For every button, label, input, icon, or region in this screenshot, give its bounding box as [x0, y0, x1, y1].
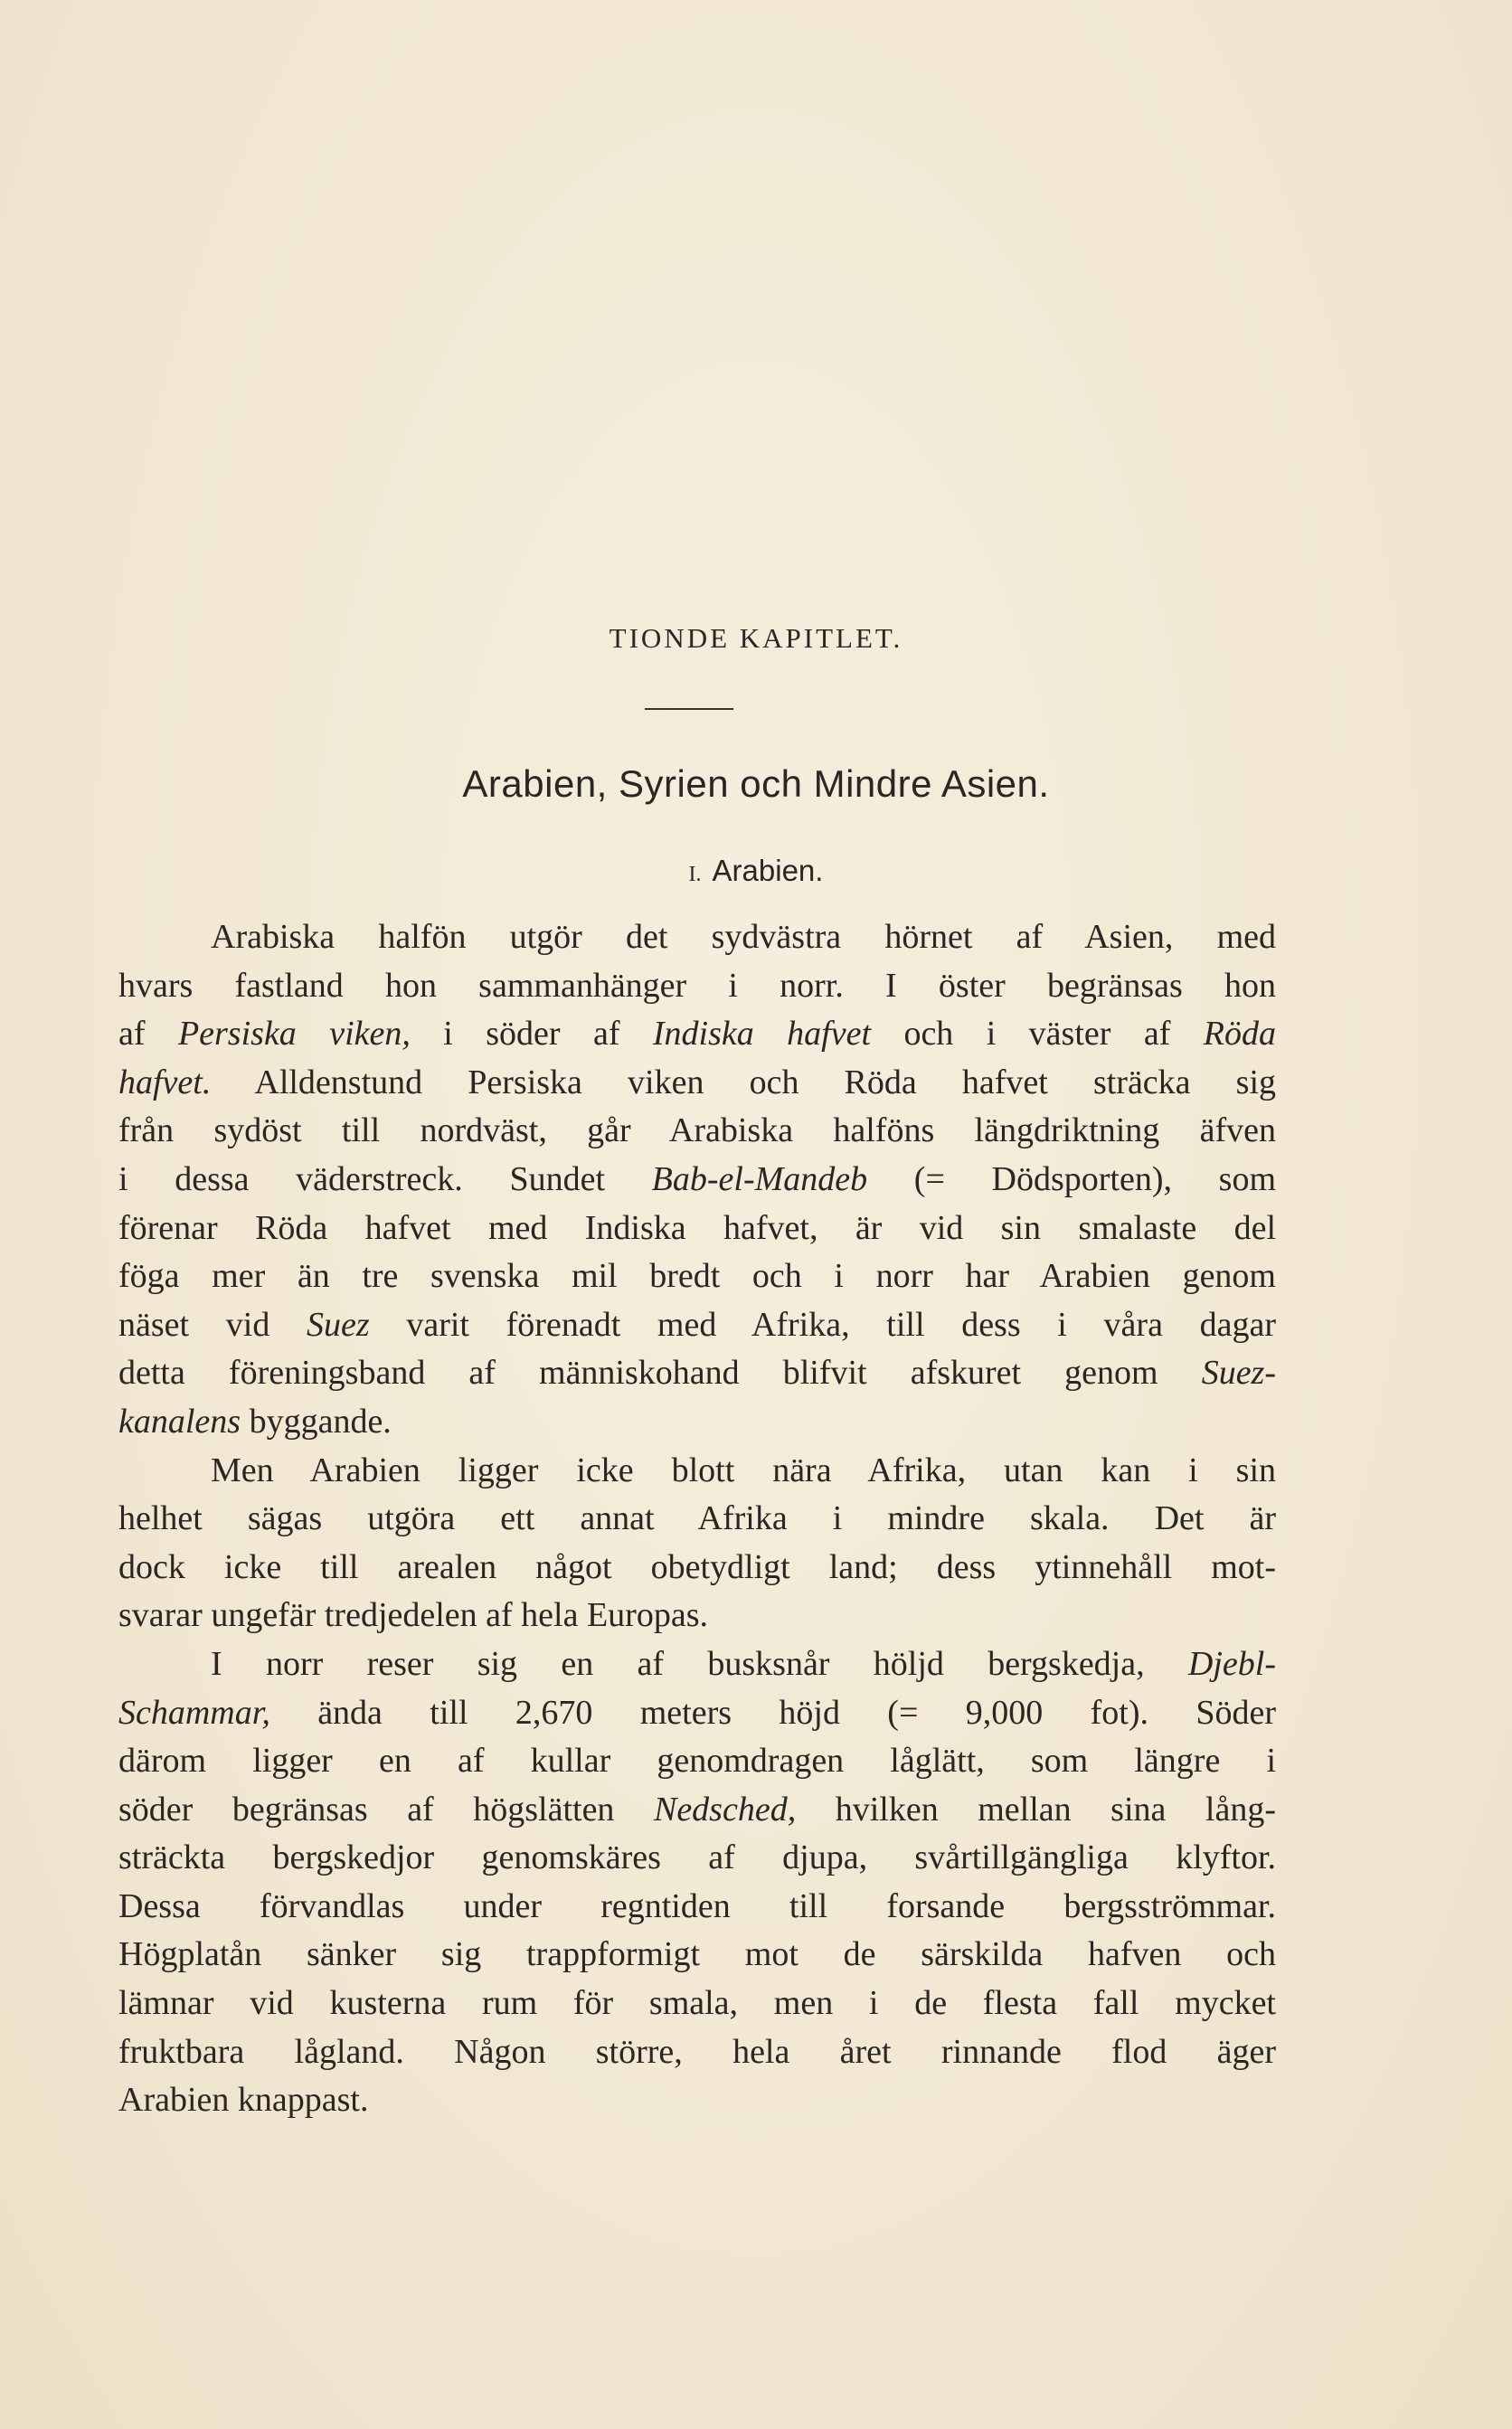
- text-line: [118, 1447, 1276, 1496]
- italic-term: Röda: [1203, 1015, 1276, 1054]
- text-segment: dock icke till arealen något obetydligt land; dess ytinnehåll mot-: [118, 1547, 1276, 1586]
- text-line: [118, 1010, 1276, 1059]
- text-segment: varit förenadt med Afrika, till dess i våra dagar: [369, 1305, 1276, 1344]
- body-text: [118, 913, 1276, 2125]
- text-segment: svarar ungefär tredjedelen af hela Europas.: [118, 1596, 708, 1635]
- text-segment: I norr reser sig en af busksnår höljd bergskedja,: [211, 1644, 1188, 1683]
- text-line: [118, 1640, 1276, 1689]
- text-segment: hvilken mellan sina lång-: [796, 1790, 1276, 1829]
- text-segment: Arabiska halfön utgör det sydvästra hörnet af Asien, med: [211, 918, 1276, 956]
- section-title: Arabien.: [712, 854, 824, 887]
- text-segment: och i väster af: [871, 1015, 1204, 1054]
- text-line: [118, 1883, 1276, 1932]
- text-segment: fruktbara lågland. Någon större, hela året rinnande flod äger: [118, 2032, 1276, 2071]
- italic-term: Bab-el-Mandeb: [651, 1159, 868, 1198]
- text-segment: detta föreningsband af människohand blifvit afskuret genom: [118, 1354, 1202, 1393]
- text-segment: söder begränsas af högslätten: [118, 1790, 654, 1829]
- text-line: [118, 1398, 1276, 1447]
- text-line: [118, 1156, 1276, 1205]
- text-line: [118, 1931, 1276, 1980]
- text-line: [118, 1059, 1276, 1108]
- text-line: [118, 2076, 1276, 2125]
- text-line: [118, 1544, 1276, 1593]
- text-segment: från sydöst till nordväst, går Arabiska halföns längdriktning äfven: [118, 1111, 1276, 1150]
- text-segment: sträckta bergskedjor genomskäres af djupa, svårtillgängliga klyftor.: [118, 1838, 1276, 1877]
- italic-term: Persiska viken,: [177, 1015, 411, 1054]
- chapter-heading: TIONDE KAPITLET.: [609, 622, 903, 654]
- section-heading: [0, 854, 1512, 888]
- italic-term: Nedsched,: [653, 1790, 797, 1829]
- italic-term: Suez: [307, 1305, 370, 1344]
- text-segment: förenar Röda hafvet med Indiska hafvet, är vid sin smalaste del: [118, 1208, 1276, 1247]
- text-segment: helhet sägas utgöra ett annat Afrika i mindre skala. Det är: [118, 1499, 1276, 1538]
- text-segment: Högplatån sänker sig trappformigt mot de särskilda hafven och: [118, 1935, 1276, 1974]
- italic-term: hafvet.: [118, 1063, 212, 1101]
- text-segment: näset vid: [118, 1305, 307, 1344]
- heading-divider: [645, 708, 733, 710]
- text-line: [118, 1349, 1276, 1398]
- text-segment: därom ligger en af kullar genomdragen låglätt, som längre i: [118, 1742, 1276, 1781]
- text-segment: i dessa väderstreck. Sundet: [118, 1159, 652, 1198]
- text-segment: af: [118, 1015, 178, 1054]
- text-segment: lämnar vid kusterna rum för smala, men i de flesta fall mycket: [118, 1984, 1276, 2023]
- text-line: [118, 1252, 1276, 1301]
- text-segment: Men Arabien ligger icke blott nära Afrika, utan kan i sin: [211, 1451, 1276, 1489]
- italic-term: kanalens: [118, 1402, 241, 1441]
- section-number: I.: [688, 863, 702, 886]
- text-line: [118, 1980, 1276, 2028]
- italic-term: Schammar,: [118, 1693, 270, 1732]
- text-segment: (= Dödsporten), som: [867, 1159, 1276, 1198]
- text-segment: Alldenstund Persiska viken och Röda hafvet sträcka sig: [211, 1063, 1276, 1101]
- text-line: [118, 1107, 1276, 1156]
- chapter-title: Arabien, Syrien och Mindre Asien.: [462, 762, 1050, 805]
- text-line: [118, 1495, 1276, 1544]
- italic-term: Djebl-: [1187, 1644, 1276, 1683]
- text-segment: ända till 2,670 meters höjd (= 9,000 fot). Söder: [269, 1693, 1276, 1732]
- text-line: [118, 1301, 1276, 1350]
- text-segment: i söder af: [410, 1015, 653, 1054]
- text-line: [118, 1834, 1276, 1883]
- italic-term: Suez-: [1201, 1354, 1276, 1393]
- text-segment: byggande.: [241, 1402, 392, 1441]
- italic-term: Indiska hafvet: [652, 1015, 872, 1054]
- text-segment: Arabien knappast.: [118, 2081, 369, 2120]
- text-segment: hvars fastland hon sammanhänger i norr. I öster begränsas hon: [118, 966, 1276, 1005]
- text-line: [118, 1786, 1276, 1835]
- text-line: [118, 1689, 1276, 1738]
- text-line: [118, 962, 1276, 1011]
- text-line: [118, 913, 1276, 962]
- text-line: [118, 2028, 1276, 2077]
- text-segment: föga mer än tre svenska mil bredt och i norr har Arabien genom: [118, 1257, 1276, 1296]
- text-line: [118, 1737, 1276, 1786]
- text-line: [118, 1205, 1276, 1253]
- text-segment: Dessa förvandlas under regntiden till forsande bergsströmmar.: [118, 1886, 1276, 1925]
- text-line: [118, 1592, 1276, 1640]
